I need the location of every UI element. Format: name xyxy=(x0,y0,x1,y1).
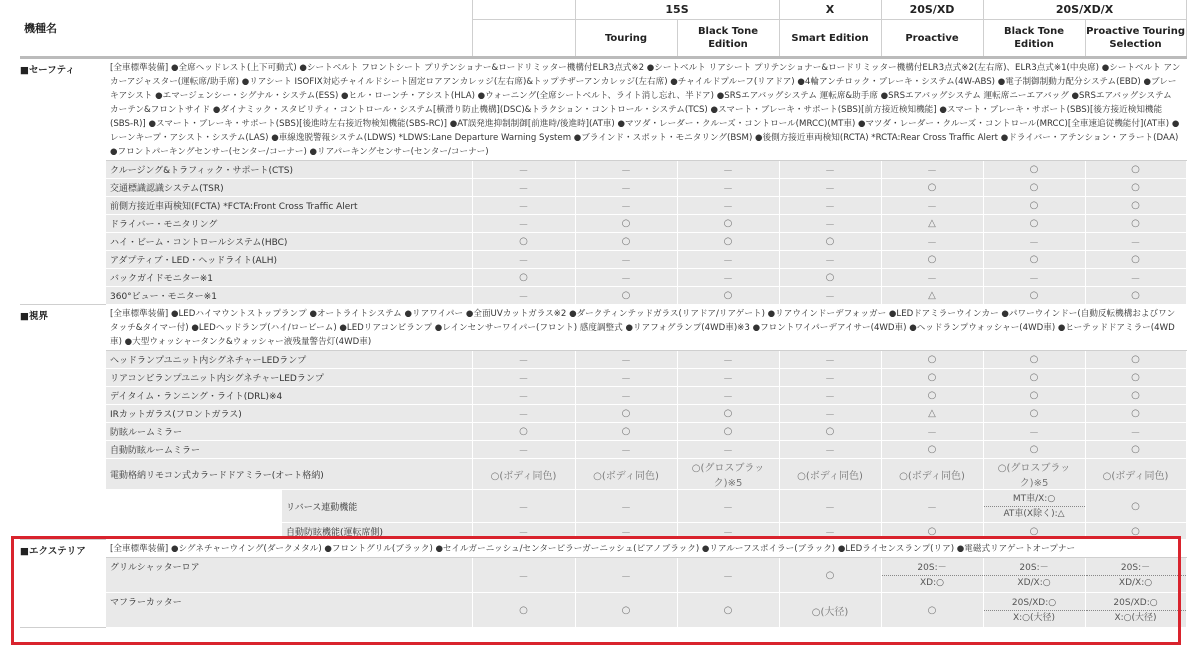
cell: － xyxy=(881,269,983,287)
cell: ○(グロスブラック)※5 xyxy=(677,459,779,490)
cell: － xyxy=(472,351,575,369)
cell: ○ xyxy=(1085,251,1186,269)
cell: － xyxy=(983,233,1085,251)
cell: － xyxy=(1085,233,1186,251)
cell: ○ xyxy=(1085,215,1186,233)
cell: ○ xyxy=(983,251,1085,269)
row-label: 電動格納リモコン式カラードドアミラー(オート格納) xyxy=(106,459,472,490)
cell: － xyxy=(472,558,575,593)
table-row xyxy=(20,351,1186,369)
cell: － xyxy=(677,490,779,523)
cell: ○ xyxy=(881,369,983,387)
cell: ○ xyxy=(881,387,983,405)
cell: － xyxy=(677,197,779,215)
cell: － xyxy=(779,215,881,233)
cell: ○ xyxy=(575,215,677,233)
cell: － xyxy=(575,197,677,215)
cell: ○ xyxy=(575,593,677,628)
cell-split xyxy=(1085,593,1186,628)
cell: － xyxy=(575,523,677,540)
cell: － xyxy=(1085,423,1186,441)
cell: ○ xyxy=(472,423,575,441)
table-row xyxy=(20,161,1186,179)
cell: ○ xyxy=(983,161,1085,179)
blank-cell xyxy=(106,490,282,540)
cell: － xyxy=(779,387,881,405)
cell: △ xyxy=(881,405,983,423)
cell: － xyxy=(677,161,779,179)
table-row xyxy=(20,197,1186,215)
cell: ○ xyxy=(677,233,779,251)
cell: － xyxy=(779,197,881,215)
cell: ○ xyxy=(575,423,677,441)
cell: ○(ボディ同色) xyxy=(575,459,677,490)
cell: ○ xyxy=(881,593,983,628)
cell-split xyxy=(881,558,983,593)
cell: ○ xyxy=(1085,405,1186,423)
cell-split xyxy=(983,490,1085,523)
cell: － xyxy=(677,351,779,369)
cell-split xyxy=(1085,558,1186,593)
cell: － xyxy=(472,161,575,179)
cell: ○ xyxy=(1085,351,1186,369)
row-label: 360°ビュー・モニター※1 xyxy=(106,287,472,305)
equipment-spec-table xyxy=(20,0,1187,628)
cell: ○ xyxy=(1085,490,1186,523)
cell: ○ xyxy=(575,233,677,251)
model-name-header: 機種名 xyxy=(20,0,472,58)
cell-split-top: 20S/XD:○ xyxy=(984,596,1085,611)
table-row xyxy=(20,405,1186,423)
cell: ○ xyxy=(983,179,1085,197)
cell: ○ xyxy=(881,523,983,540)
row-label: 自動防眩ルームミラー xyxy=(106,441,472,459)
cell: ○ xyxy=(983,405,1085,423)
cell: ○(ボディ同色) xyxy=(472,459,575,490)
table-row xyxy=(20,441,1186,459)
cell: － xyxy=(575,351,677,369)
cell: － xyxy=(677,269,779,287)
cell: － xyxy=(575,269,677,287)
grade-header-smart-edition: Smart Edition xyxy=(779,20,881,58)
cell: ○ xyxy=(1085,387,1186,405)
cell-split-bottom: XD:○ xyxy=(920,577,944,588)
row-label: ヘッドランプユニット内シグネチャーLEDランプ xyxy=(106,351,472,369)
cell-split-bottom: XD/X:○ xyxy=(1118,577,1153,588)
cell: ○ xyxy=(472,269,575,287)
grade-header-proactive-touring: Proactive Touring Selection xyxy=(1085,20,1186,58)
cell: ○ xyxy=(983,351,1085,369)
category-safety: ■セーフティ xyxy=(20,58,106,305)
table-row-muffler xyxy=(20,593,1186,628)
cell-split-top: 20S/XD:○ xyxy=(1086,596,1186,611)
cell: － xyxy=(472,251,575,269)
table-row-grille xyxy=(20,558,1186,593)
table-row xyxy=(20,233,1186,251)
cell: － xyxy=(779,369,881,387)
cell: － xyxy=(575,441,677,459)
exterior-standard-row xyxy=(20,540,1186,558)
cell: － xyxy=(677,179,779,197)
row-label: 防眩ルームミラー xyxy=(106,423,472,441)
row-label: リアコンビランプユニット内シグネチャーLEDランプ xyxy=(106,369,472,387)
cell: ○ xyxy=(677,287,779,305)
cell: － xyxy=(575,558,677,593)
cell: △ xyxy=(881,215,983,233)
table-row xyxy=(20,387,1186,405)
cell: ○ xyxy=(575,287,677,305)
header-row-groups xyxy=(20,0,1186,20)
cell: － xyxy=(983,423,1085,441)
row-label: 前側方接近車両検知(FCTA) *FCTA:Front Cross Traffic Alert xyxy=(106,197,472,215)
cell: ○ xyxy=(779,558,881,593)
cell: ○ xyxy=(472,593,575,628)
table-row-reverse xyxy=(20,490,1186,523)
cell: ○ xyxy=(677,215,779,233)
row-label: グリルシャッターロア xyxy=(106,558,472,593)
cell: － xyxy=(1085,269,1186,287)
cell: － xyxy=(677,369,779,387)
row-label: デイタイム・ランニング・ライト(DRL)※4 xyxy=(106,387,472,405)
row-label: ハイ・ビーム・コントロールシステム(HBC) xyxy=(106,233,472,251)
cell: ○ xyxy=(1085,523,1186,540)
cell-split-bottom: AT車(X除く):△ xyxy=(1003,508,1065,519)
group-header-empty xyxy=(472,0,575,20)
cell: ○ xyxy=(779,423,881,441)
cell: － xyxy=(472,369,575,387)
table-row xyxy=(20,287,1186,305)
row-label: 自動防眩機能(運転席側) xyxy=(282,523,472,540)
table-row xyxy=(20,459,1186,490)
cell: － xyxy=(472,215,575,233)
exterior-standard-text: [全車標準装備] ●シグネチャーウイング(ダークメタル) ●フロントグリル(ブラック) ●セイルガーニッシュ/センターピラーガーニッシュ(ピアノブラック) ●リアルーフスポイラー(ブラック) ●LEDライセンスランプ(リア) ●電磁式リアゲートオープナー xyxy=(106,540,1186,558)
cell: ○ xyxy=(983,441,1085,459)
table-row xyxy=(20,423,1186,441)
visibility-standard-row xyxy=(20,305,1186,351)
cell: － xyxy=(472,441,575,459)
grade-header-black-tone-15s: Black Tone Edition xyxy=(677,20,779,58)
cell: － xyxy=(779,490,881,523)
cell: － xyxy=(472,490,575,523)
cell-split-top: 20S:－ xyxy=(984,561,1085,576)
visibility-standard-text: [全車標準装備] ●LEDハイマウントストップランプ ●オートライトシステム ●リアワイパー ●全面UVカットガラス※2 ●ダークティンテッドガラス(リアドア/リアゲート) ●リアウインドーデフォッガー ●LEDドアミラーウインカー ●パワーウインドー(自動反転機構およびワンタッチ&タイマー付) ●LEDヘッドランプ(ハイ/ロービーム) ●LEDリアコンビランプ ●レインセンサーワイパー(フロント) 感度調整式 ●リアフォグランプ(4WD車)※3 ●フロントワイパーデアイサー(4WD車) ●ヘッドランプウォッシャー(4WD車) ●ヒーテッドドアミラー(4WD車) ●大型ウォッシャータンク&ウォッシャー液残量警告灯(4WD車) xyxy=(106,305,1186,351)
cell: ○ xyxy=(677,593,779,628)
cell-split-bottom: X:○(大径) xyxy=(1114,612,1157,623)
table-row xyxy=(20,269,1186,287)
cell: － xyxy=(677,387,779,405)
cell: － xyxy=(779,251,881,269)
safety-standard-row xyxy=(20,58,1186,161)
grade-header-proactive: Proactive xyxy=(881,20,983,58)
cell: ○ xyxy=(677,423,779,441)
cell: ○ xyxy=(677,405,779,423)
cell-split xyxy=(983,558,1085,593)
cell: △ xyxy=(881,287,983,305)
cell: ○ xyxy=(983,287,1085,305)
table-row xyxy=(20,179,1186,197)
cell: － xyxy=(779,441,881,459)
safety-standard-text: [全車標準装備] ●全席ヘッドレスト(上下可動式) ●シートベルト フロントシート プリテンショナー&ロードリミッター機構付ELR3点式※2 ●シートベルト リアシート プリテンショナー&ロードリミッター機構付ELR3点式※2(左右席)、ELR3点式※1(中央席) ●シートベルト アンカーアジャスター(運転席/助手席) ●リアシート ISOFIX対応チャイルドシート固定ロアアンカレッジ(左右席)&トップテザーアンカレッジ(左右席) ●チャイルドプルーフ(リアドア) ●4輪アンチロック・ブレーキ・システム(4W-ABS) ●電子制御制動力配分システム(EBD) ●ブレーキアシスト ●エマージェンシー・シグナル・システム(ESS) ●ヒル・ローンチ・アシスト(HLA) ●ウォーニング(全席シートベルト、ライト消し忘れ、半ドア) ●SRSエアバッグシステム 運転席&助手席 ●SRSエアバッグシステム 運転席ニーエアバッグ ●SRSエアバッグシステム カーテン&フロントサイド ●ダイナミック・スタビリティ・コントロール・システム[横滑り防止機構](DSC)&トラクション・コントロール・システム(TCS) ●スマート・ブレーキ・サポート(SBS)[前方接近検知機能] ●スマート・ブレーキ・サポート(SBS)[後方接近検知機能(SBS-R)] ●スマート・ブレーキ・サポート(SBS)[後進時左右接近物検知機能(SBS-RC)] ●AT誤発進抑制制御[前進時/後進時](AT車) ●マツダ・レーダー・クルーズ・コントロール(MRCC)(MT車) ●マツダ・レーダー・クルーズ・コントロール(MRCC)[全車速追従機能付](AT車) ●レーンキープ・アシスト・システム(LAS) ●車線逸脱警報システム(LDWS) *LDWS:Lane Departure Warning System ●ブラインド・スポット・モニタリング(BSM) ●後側方接近車両検知(RCTA) *RCTA:Rear Cross Traffic Alert ●ドライバー・アテンション・アラート(DAA) ●フロントパーキングセンサー(センター/コーナー) ●リアパーキングセンサー(センター/コーナー) xyxy=(106,58,1186,161)
cell-split-top: 20S:－ xyxy=(1086,561,1186,576)
cell: ○(ボディ同色) xyxy=(881,459,983,490)
cell: ○ xyxy=(1085,197,1186,215)
cell: ○ xyxy=(881,251,983,269)
row-label: IRカットガラス(フロントガラス) xyxy=(106,405,472,423)
cell: － xyxy=(881,233,983,251)
category-visibility: ■視界 xyxy=(20,305,106,540)
row-label: バックガイドモニター※1 xyxy=(106,269,472,287)
cell: － xyxy=(881,161,983,179)
cell: － xyxy=(677,441,779,459)
row-label: クルージング&トラフィック・サポート(CTS) xyxy=(106,161,472,179)
group-header-20s-xd: 20S/XD xyxy=(881,0,983,20)
row-label: ドライバー・モニタリング xyxy=(106,215,472,233)
cell: ○ xyxy=(983,215,1085,233)
cell: － xyxy=(779,351,881,369)
cell: － xyxy=(779,405,881,423)
cell: ○(ボディ同色) xyxy=(779,459,881,490)
cell: ○ xyxy=(1085,179,1186,197)
table-row xyxy=(20,215,1186,233)
grade-header-touring: Touring xyxy=(575,20,677,58)
group-header-20s-xd-x: 20S/XD/X xyxy=(983,0,1186,20)
row-label: マフラーカッター xyxy=(106,593,472,628)
cell: － xyxy=(677,523,779,540)
cell: ○ xyxy=(1085,287,1186,305)
cell: ○(大径) xyxy=(779,593,881,628)
cell: ○ xyxy=(881,351,983,369)
cell: － xyxy=(779,523,881,540)
cell: － xyxy=(677,251,779,269)
cell: － xyxy=(472,179,575,197)
cell: － xyxy=(472,387,575,405)
cell: ○ xyxy=(881,441,983,459)
cell: ○ xyxy=(779,233,881,251)
cell-split-bottom: XD/X:○ xyxy=(1017,577,1051,588)
cell: ○ xyxy=(1085,441,1186,459)
cell: － xyxy=(779,287,881,305)
cell: － xyxy=(983,269,1085,287)
cell-split-bottom: X:○(大径) xyxy=(1012,612,1056,623)
grade-header-black-tone: Black Tone Edition xyxy=(983,20,1085,58)
cell: ○(ボディ同色) xyxy=(1085,459,1186,490)
cell: ○ xyxy=(779,269,881,287)
cell: － xyxy=(472,287,575,305)
table-row xyxy=(20,251,1186,269)
table-row xyxy=(20,369,1186,387)
row-label: アダプティブ・LED・ヘッドライト(ALH) xyxy=(106,251,472,269)
cell: ○ xyxy=(575,405,677,423)
cell: ○ xyxy=(983,369,1085,387)
cell: － xyxy=(575,387,677,405)
cell: － xyxy=(677,558,779,593)
cell: － xyxy=(575,179,677,197)
cell: － xyxy=(472,405,575,423)
cell: － xyxy=(779,179,881,197)
cell: － xyxy=(472,523,575,540)
row-label: 交通標識認識システム(TSR) xyxy=(106,179,472,197)
group-header-15s: 15S xyxy=(575,0,779,20)
cell: － xyxy=(575,251,677,269)
cell: － xyxy=(881,423,983,441)
cell: － xyxy=(575,161,677,179)
grade-header-empty xyxy=(472,20,575,58)
cell: － xyxy=(779,161,881,179)
cell: ○ xyxy=(983,197,1085,215)
cell: － xyxy=(881,197,983,215)
cell: － xyxy=(881,490,983,523)
row-label: リバース連動機能 xyxy=(282,490,472,523)
cell: ○ xyxy=(472,233,575,251)
cell-split-top: MT車/X:○ xyxy=(984,492,1085,507)
cell: ○(グロスブラック)※5 xyxy=(983,459,1085,490)
cell: － xyxy=(575,369,677,387)
cell: ○ xyxy=(983,387,1085,405)
cell-split xyxy=(983,593,1085,628)
cell: － xyxy=(472,197,575,215)
cell: ○ xyxy=(1085,369,1186,387)
cell: ○ xyxy=(983,523,1085,540)
cell: － xyxy=(575,490,677,523)
group-header-x: X xyxy=(779,0,881,20)
cell: ○ xyxy=(881,179,983,197)
category-exterior: ■エクステリア xyxy=(20,540,106,628)
cell-split-top: 20S:－ xyxy=(882,561,983,576)
cell: ○ xyxy=(1085,161,1186,179)
